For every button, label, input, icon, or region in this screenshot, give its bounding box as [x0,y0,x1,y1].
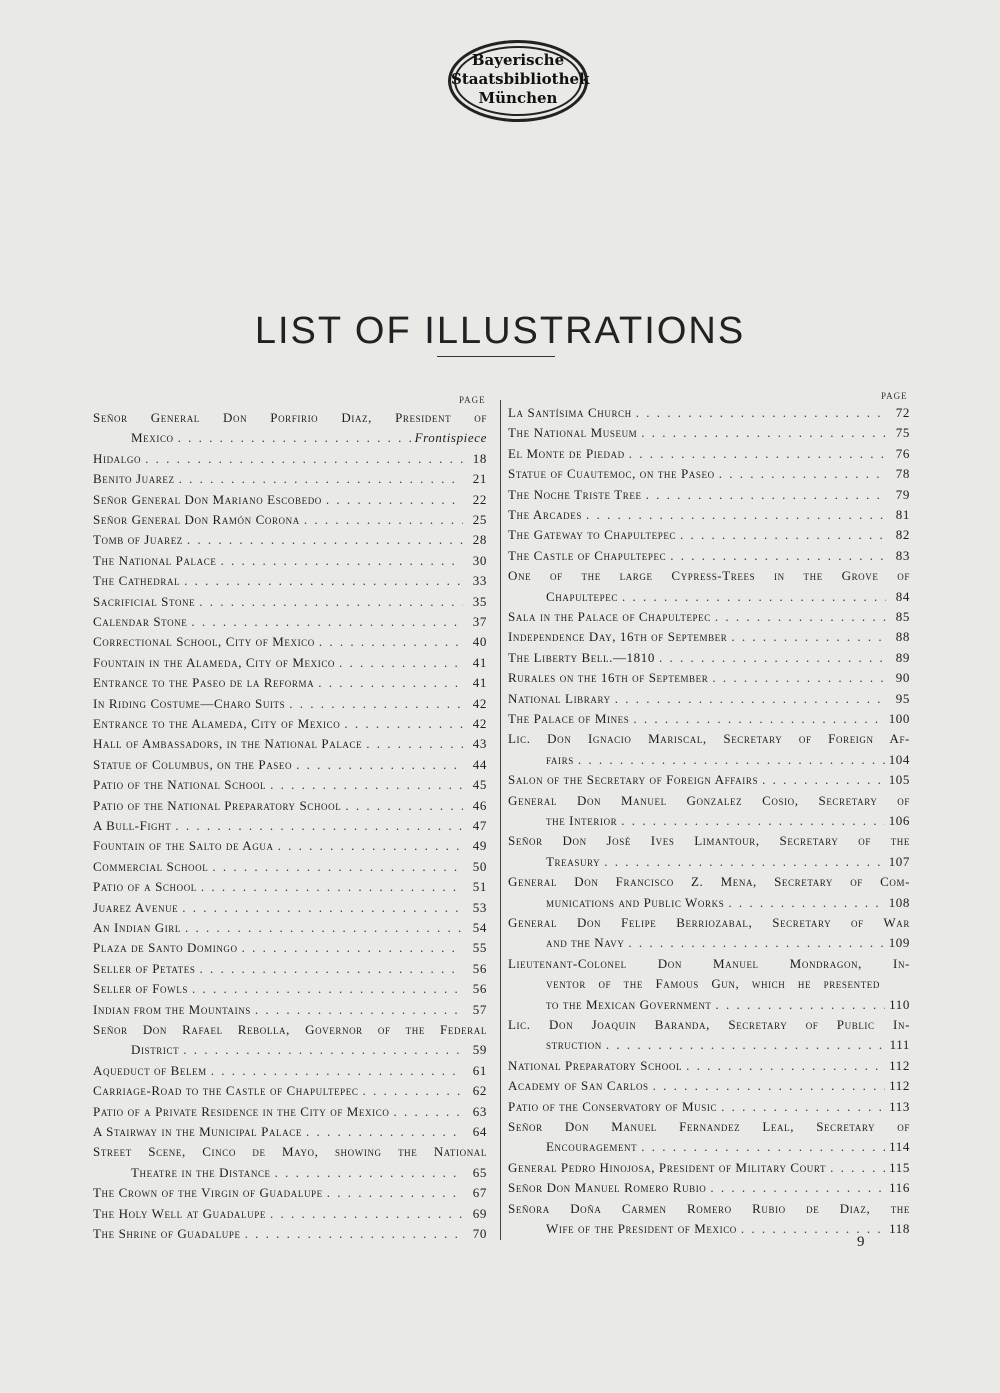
page-ref: 70 [472,1226,487,1241]
leader-dots [362,1081,463,1101]
illustration-entry [508,689,910,709]
illustration-title: Señor Don Manuel Romero Rubio [508,1180,707,1196]
page-ref: 40 [472,634,487,650]
leader-dots [201,877,463,897]
illustration-title: The Crown of the Virgin of Guadalupe [93,1185,323,1201]
illustration-title: The Arcades [508,507,582,522]
page-ref: 51 [472,879,487,895]
page-column-label: PAGE [459,395,486,405]
leader-dots [270,1204,463,1224]
illustration-title: to the Mexican Government [546,996,712,1012]
illustration-entry [508,1056,910,1076]
illustration-entry [508,709,910,729]
illustration-title: Patio of the National Preparatory School [93,797,342,813]
page-ref: 110 [889,996,910,1012]
illustration-entry [508,627,910,647]
leader-dots [686,1056,885,1076]
illustration-entry [93,592,487,612]
illustration-entry [508,1097,910,1117]
illustration-title: Carriage-Road to the Castle of Chapultepec [93,1083,359,1099]
illustration-title: Hall of Ambassadors, in the National Palace [93,736,363,752]
leader-dots [182,898,463,918]
page-ref: 22 [472,491,487,507]
illustration-title: The Noche Triste Tree [508,486,642,502]
illustration-title: In Riding Costume—Charo Suits [93,695,286,711]
page-ref: 104 [888,751,910,767]
illustration-entry [93,571,487,591]
page-ref: 72 [895,405,910,420]
illustration-entry [93,877,487,897]
illustration-title: the Interior [546,813,618,828]
leader-dots [278,836,463,856]
leader-dots [145,449,463,469]
illustration-entry [546,811,910,831]
page-ref: 90 [895,670,910,686]
page-ref: 35 [472,593,487,609]
stamp-line: München [478,89,558,107]
illustration-title: Benito Juarez [93,471,175,487]
illustration-entry [93,1000,487,1020]
page-ref: 30 [472,552,487,568]
illustration-title: The National Palace [93,552,217,568]
page-ref: 88 [895,629,910,645]
page-ref: 106 [888,813,910,828]
illustration-entry [93,1224,487,1244]
illustration-entry [508,668,910,688]
illustration-title: Sacrificial Stone [93,593,196,609]
page-ref: 44 [472,756,487,772]
leader-dots [366,734,463,754]
illustration-title: Wife of the President of Mexico [546,1221,737,1236]
illustration-entry [131,1040,487,1060]
illustration-title: Rurales on the 16th of September [508,670,709,686]
illustration-entry [508,464,910,484]
leader-dots [641,423,886,443]
page-ref: Frontispiece [414,430,487,446]
illustration-title: The Gateway to Chapultepec [508,527,677,543]
illustration-entry [93,836,487,856]
leader-dots [628,933,884,953]
page-ref: 81 [895,507,910,522]
illustration-entry [508,1178,910,1198]
illustration-entry-line: Señor Don Rafael Rebolla, Governor of the Federal [93,1022,487,1037]
page-ref: 65 [472,1164,487,1180]
page-ref: 45 [472,777,487,793]
illustration-entry-line: Señor Don José Ives Limantour, Secretary of the [508,833,910,849]
illustration-title: Patio of the Conservatory of Music [508,1098,718,1114]
illustration-entry [546,587,910,607]
leader-dots [721,1097,885,1117]
page-ref: 82 [895,527,910,543]
leader-dots [653,1076,886,1096]
page-ref: 116 [889,1180,910,1196]
leader-dots [187,530,463,550]
page-ref: 56 [472,981,487,997]
illustration-entry-line: General Don Francisco Z. Mena, Secretary of Com- [508,874,910,890]
page-number: 9 [857,1234,865,1250]
leader-dots [615,689,886,709]
page-ref: 21 [472,471,487,487]
illustration-title: El Monte de Piedad [508,445,625,461]
illustration-title: Mexico [131,430,174,446]
illustration-title: Entrance to the Paseo de la Reforma [93,675,315,691]
illustration-entry-line: Lic. Don Ignacio Mariscal, Secretary of Foreign Af- [508,731,910,747]
illustration-entry [93,714,487,734]
illustration-entry [93,1061,487,1081]
page-ref: 79 [895,486,910,502]
illustration-entry [93,796,487,816]
page-ref: 89 [895,649,910,665]
leader-dots [641,1137,885,1157]
leader-dots [183,1040,463,1060]
page-ref: 49 [472,838,487,854]
illustration-title: Fountain in the Alameda, City of Mexico [93,654,336,670]
illustration-entry [93,612,487,632]
illustration-title: Salon of the Secretary of Foreign Affairs [508,772,759,788]
page-ref: 108 [888,894,910,910]
illustration-title: National Preparatory School [508,1057,683,1073]
stamp-line: Staatsbibliothek [451,70,590,88]
page-ref: 64 [472,1124,487,1139]
page-ref: 41 [472,654,487,670]
leader-dots [306,1122,463,1142]
page-ref: 111 [889,1037,910,1053]
leader-dots [830,1158,885,1178]
stamp-line: Bayerische [471,51,565,69]
illustration-title: District [131,1042,180,1058]
illustration-entry [93,469,487,489]
illustration-title: The Cathedral [93,573,181,589]
illustration-title: struction [546,1037,602,1053]
illustration-title: Treasury [546,853,601,869]
illustration-entry-line: Street Scene, Cinco de Mayo, showing the National [93,1144,487,1160]
page-ref: 61 [472,1062,487,1078]
page-ref: 76 [895,445,910,461]
illustration-entry [93,918,487,938]
page-ref: 113 [889,1098,910,1114]
illustration-entry [508,1158,910,1178]
leader-dots [633,709,884,729]
illustration-entry [546,852,910,872]
illustration-title: The Palace of Mines [508,711,630,726]
illustration-entry-line: Señor General Don Porfirio Diaz, President of [93,410,487,425]
illustration-title: The Holy Well at Guadalupe [93,1205,266,1221]
leader-dots [192,979,463,999]
leader-dots [319,632,463,652]
illustration-entry [546,995,910,1015]
illustration-title: and the Navy [546,935,625,951]
leader-dots [728,893,884,913]
page-ref: 83 [895,547,910,563]
illustration-title: Patio of the National School [93,777,267,793]
illustration-entry-line: ventor of the Famous Gun, which he presented [546,976,880,992]
leader-dots [586,505,886,525]
illustration-title: Patio of a School [93,879,197,895]
illustration-title: National Library [508,690,611,706]
leader-dots [621,811,884,831]
leader-dots [344,714,463,734]
page-ref: 43 [472,736,487,752]
illustration-entry [508,1076,910,1096]
illustration-title: Seller of Petates [93,960,196,976]
illustration-entry [93,775,487,795]
illustration-entry [508,505,910,525]
illustration-title: Fountain of the Salto de Agua [93,838,274,854]
illustration-entry [546,750,910,770]
title-rule [437,356,555,357]
illustration-entry [93,490,487,510]
page-column-label: PAGE [881,391,908,401]
page-ref: 115 [889,1159,910,1175]
leader-dots [211,1061,463,1081]
illustration-entry [508,485,910,505]
leader-dots [629,444,886,464]
illustration-entry [93,1102,487,1122]
page-ref: 118 [889,1221,910,1236]
illustration-entry [93,755,487,775]
leader-dots [715,607,886,627]
page-ref: 47 [472,818,487,833]
page-ref: 37 [472,614,487,629]
leader-dots [296,755,463,775]
illustration-entry-line: Señora Doña Carmen Romero Rubio de Diaz, the [508,1200,910,1216]
leader-dots [326,490,463,510]
illustration-entry [93,653,487,673]
illustration-title: Calendar Stone [93,614,188,629]
illustration-entry-line: One of the large Cypress-Trees in the Grove of [508,568,910,584]
page-ref: 33 [472,573,487,589]
illustration-entry [93,449,487,469]
page-ref: 100 [888,711,910,726]
leader-dots [659,648,886,668]
leader-dots [393,1102,463,1122]
page-ref: 69 [472,1205,487,1221]
illustration-entry [546,933,910,953]
page-ref: 84 [895,588,910,604]
leader-dots [220,551,463,571]
leader-dots [178,428,411,448]
illustration-title: Hidalgo [93,450,142,466]
illustration-title: Entrance to the Alameda, City of Mexico [93,716,341,731]
leader-dots [179,469,463,489]
illustration-title: Aqueduct of Belem [93,1062,207,1078]
illustration-entry [131,1163,487,1183]
library-stamp [448,40,588,122]
illustration-title: Correctional School, City of Mexico [93,634,315,650]
page-ref: 42 [472,695,487,711]
illustration-title: General Pedro Hinojosa, President of Military Court [508,1159,827,1175]
illustration-title: Chapultepec [546,588,618,604]
illustration-entry [93,1183,487,1203]
illustration-title: Seller of Fowls [93,981,188,997]
illustration-entry [93,959,487,979]
leader-dots [191,612,463,632]
illustration-entry [93,1204,487,1224]
leader-dots [270,775,463,795]
page-ref: 55 [472,940,487,956]
page-ref: 112 [889,1078,910,1094]
page-title: LIST OF ILLUSTRATIONS [254,310,746,353]
page-ref: 105 [888,772,910,788]
page-ref: 75 [895,425,910,441]
leader-dots [255,1000,463,1020]
leader-dots [289,694,463,714]
illustration-entry [93,551,487,571]
leader-dots [731,627,886,647]
leader-dots [762,770,885,790]
page-ref: 85 [895,609,910,624]
leader-dots [578,750,885,770]
page-ref: 62 [472,1083,487,1099]
illustration-title: Theatre in the Distance [131,1164,271,1180]
illustration-entry [546,893,910,913]
page-ref: 25 [472,512,487,527]
leader-dots [304,510,463,530]
illustration-entry [93,1081,487,1101]
illustration-title: An Indian Girl [93,920,181,935]
leader-dots [622,587,886,607]
illustration-title: La Santísima Church [508,405,632,420]
illustration-entry [546,1219,910,1239]
illustration-title: The Liberty Bell.—1810 [508,649,655,665]
illustration-entry [93,816,487,836]
column-divider [500,400,501,1240]
leader-dots [275,1163,463,1183]
page-ref: 57 [472,1001,487,1017]
leader-dots [199,959,463,979]
illustration-entry [93,1122,487,1142]
illustration-title: Statue of Cuautemoc, on the Paseo [508,466,715,482]
illustration-entry [93,734,487,754]
illustration-entry [93,979,487,999]
illustration-entry [508,770,910,790]
leader-dots [242,938,463,958]
leader-dots [604,852,884,872]
page-ref: 67 [472,1185,487,1201]
illustration-title: Commercial School [93,858,209,874]
illustration-entry [93,673,487,693]
illustration-title: Indian from the Mountains [93,1001,251,1017]
leader-dots [184,571,463,591]
leader-dots [716,995,886,1015]
leader-dots [646,485,886,505]
page-ref: 18 [472,450,487,466]
page-ref: 42 [472,716,487,731]
illustration-entry [93,938,487,958]
illustration-title: Encouragement [546,1139,638,1155]
illustration-title: Academy of San Carlos [508,1078,649,1094]
illustration-entry [93,530,487,550]
leader-dots [710,1178,885,1198]
page-ref: 107 [888,853,910,869]
illustration-entry [546,1137,910,1157]
page-ref: 95 [895,690,910,706]
leader-dots [339,653,463,673]
illustration-entry [508,648,910,668]
leader-dots [212,857,463,877]
illustration-entry-line: Lic. Don Joaquin Baranda, Secretary of Public In- [508,1017,910,1032]
illustration-title: The Shrine of Guadalupe [93,1226,241,1241]
illustration-title: Señor General Don Mariano Escobedo [93,491,322,507]
illustration-title: Patio of a Private Residence in the City of Mexico [93,1103,390,1119]
leader-dots [318,673,463,693]
illustration-title: Señor General Don Ramón Corona [93,512,300,527]
page-ref: 56 [472,960,487,976]
leader-dots [175,816,463,836]
page-ref: 63 [472,1103,487,1119]
illustration-entry [131,428,487,448]
illustration-entry [93,857,487,877]
leader-dots [185,918,463,938]
illustration-title: munications and Public Works [546,894,725,910]
illustration-title: The Castle of Chapultepec [508,547,667,563]
illustration-title: Juarez Avenue [93,899,179,915]
page-ref: 109 [888,935,910,951]
leader-dots [712,668,886,688]
page-ref: 54 [472,920,487,935]
page-ref: 114 [889,1139,910,1155]
illustration-entry-line: Señor Don Manuel Fernandez Leal, Secretary of [508,1119,910,1134]
leader-dots [636,403,886,423]
leader-dots [606,1035,886,1055]
illustration-title: A Stairway in the Municipal Palace [93,1124,302,1139]
illustration-title: Plaza de Santo Domingo [93,940,238,956]
page-ref: 28 [472,532,487,548]
page-ref: 53 [472,899,487,915]
illustration-title: Independence Day, 16th of September [508,629,728,645]
illustration-entry [508,423,910,443]
leader-dots [199,592,463,612]
illustration-entry [93,510,487,530]
illustration-entry [508,444,910,464]
page-ref: 78 [895,466,910,482]
illustration-entry [508,607,910,627]
illustration-title: Sala in the Palace of Chapultepec [508,609,711,624]
page-ref: 112 [889,1057,910,1073]
page-ref: 46 [472,797,487,813]
illustration-entry-line: General Don Manuel Gonzalez Cosio, Secretary of [508,792,910,808]
illustration-title: A Bull-Fight [93,818,172,833]
page-ref: 41 [472,675,487,691]
illustration-entry [508,546,910,566]
leader-dots [670,546,886,566]
page-ref: 59 [472,1042,487,1058]
leader-dots [345,796,463,816]
illustration-entry [93,898,487,918]
leader-dots [719,464,886,484]
page-ref: 50 [472,858,487,874]
illustration-title: fairs [546,751,574,767]
illustration-entry-line: General Don Felipe Berriozabal, Secretary of War [508,915,910,930]
leader-dots [245,1224,463,1244]
illustration-title: The National Museum [508,425,638,441]
illustration-entry [93,694,487,714]
illustration-title: Tomb of Juarez [93,532,183,548]
illustration-entry [508,403,910,423]
leader-dots [327,1183,463,1203]
illustration-entry [546,1035,910,1055]
illustration-entry [508,525,910,545]
illustration-entry-line: Lieutenant-Colonel Don Manuel Mondragon, In- [508,955,910,971]
illustration-title: Statue of Columbus, on the Paseo [93,756,293,772]
leader-dots [680,525,886,545]
illustration-entry [93,632,487,652]
